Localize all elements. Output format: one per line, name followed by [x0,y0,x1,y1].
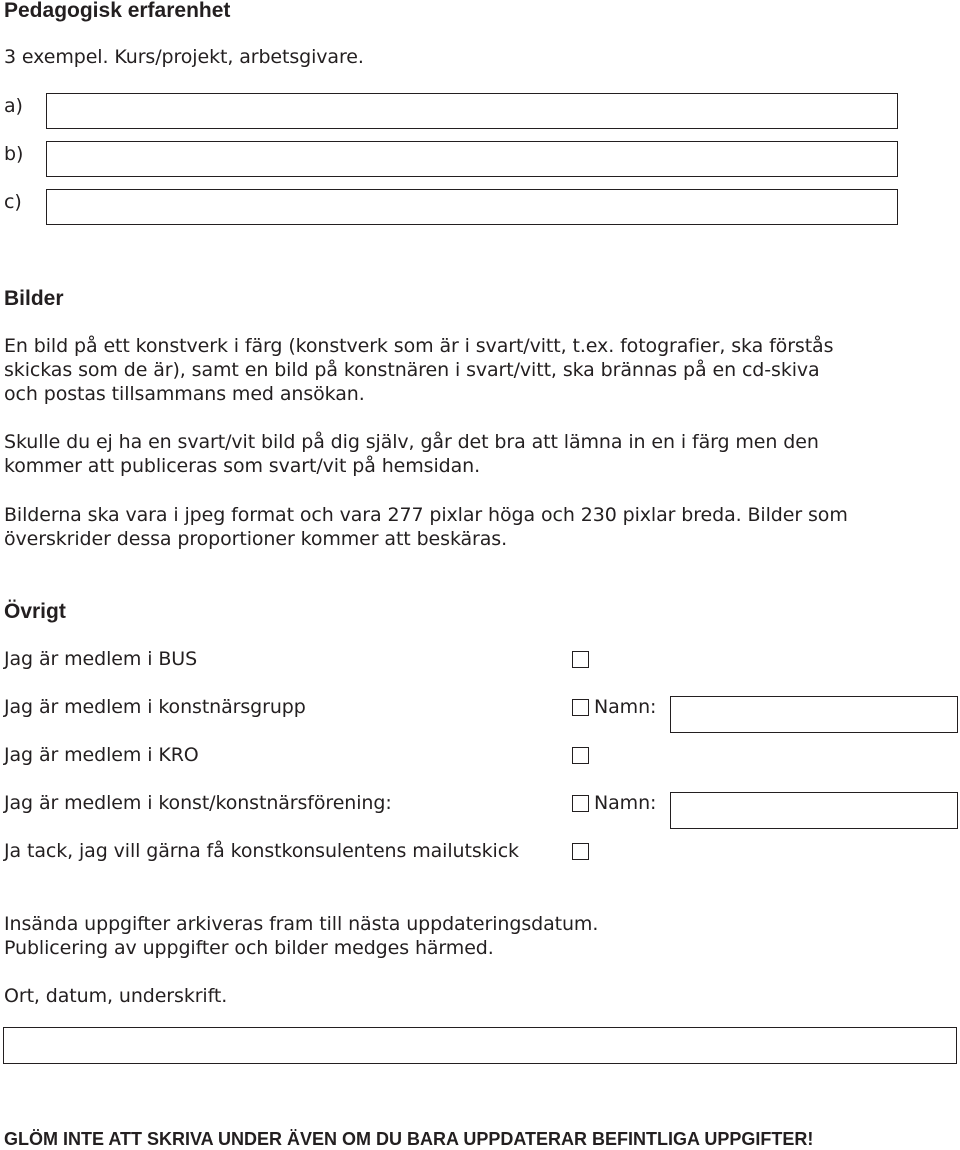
experience-field-b[interactable] [46,141,898,177]
signature-label: Ort, datum, underskrift. [4,985,228,1007]
art-association-name-field[interactable] [670,792,958,829]
section-heading-other: Övrigt [4,600,66,623]
option-label-artist-group: Jag är medlem i konstnärsgrupp [4,696,306,718]
option-label-art-association: Jag är medlem i konst/konstnärsförening: [4,792,392,814]
option-label-bus: Jag är medlem i BUS [4,648,198,670]
consent-line-2: Publicering av uppgifter och bilder medges härmed. [4,937,494,959]
experience-label-a: a) [4,95,23,117]
artist-group-name-label: Namn: [594,696,657,718]
experience-field-a[interactable] [46,93,898,129]
experience-field-c[interactable] [46,189,898,225]
checkbox-newsletter[interactable] [572,843,589,860]
images-paragraph-2-line-2: kommer att publiceras som svart/vit på hemsidan. [4,455,481,477]
images-paragraph-3-line-1: Bilderna ska vara i jpeg format och vara 277 pixlar höga och 230 pixlar breda. Bilder som [4,504,848,526]
images-paragraph-1-line-3: och postas tillsammans med ansökan. [4,383,365,405]
experience-label-c: c) [4,191,22,213]
artist-group-name-field[interactable] [670,696,958,733]
experience-intro: 3 exempel. Kurs/projekt, arbetsgivare. [4,46,364,68]
checkbox-artist-group[interactable] [572,699,589,716]
images-paragraph-1-line-2: skickas som de är), samt en bild på konstnären i svart/vitt, ska brännas på en cd-skiva [4,359,820,381]
section-heading-images: Bilder [4,287,64,310]
signature-field[interactable] [3,1027,957,1064]
images-paragraph-1-line-1: En bild på ett konstverk i färg (konstverk som är i svart/vitt, t.ex. fotografier, ska förstås [4,335,834,357]
experience-label-b: b) [4,143,24,165]
option-label-newsletter: Ja tack, jag vill gärna få konstkonsulentens mailutskick [4,840,519,862]
checkbox-kro[interactable] [572,747,589,764]
images-paragraph-3-line-2: överskrider dessa proportioner kommer att beskäras. [4,528,508,550]
consent-line-1: Insända uppgifter arkiveras fram till nästa uppdateringsdatum. [4,913,599,935]
section-heading-experience: Pedagogisk erfarenhet [4,0,231,22]
footer-notice: GLÖM INTE ATT SKRIVA UNDER ÄVEN OM DU BARA UPPDATERAR BEFINTLIGA UPPGIFTER! [4,1129,814,1149]
art-association-name-label: Namn: [594,792,657,814]
checkbox-art-association[interactable] [572,795,589,812]
option-label-kro: Jag är medlem i KRO [4,744,199,766]
checkbox-bus[interactable] [572,651,589,668]
images-paragraph-2-line-1: Skulle du ej ha en svart/vit bild på dig själv, går det bra att lämna in en i färg men den [4,431,819,453]
